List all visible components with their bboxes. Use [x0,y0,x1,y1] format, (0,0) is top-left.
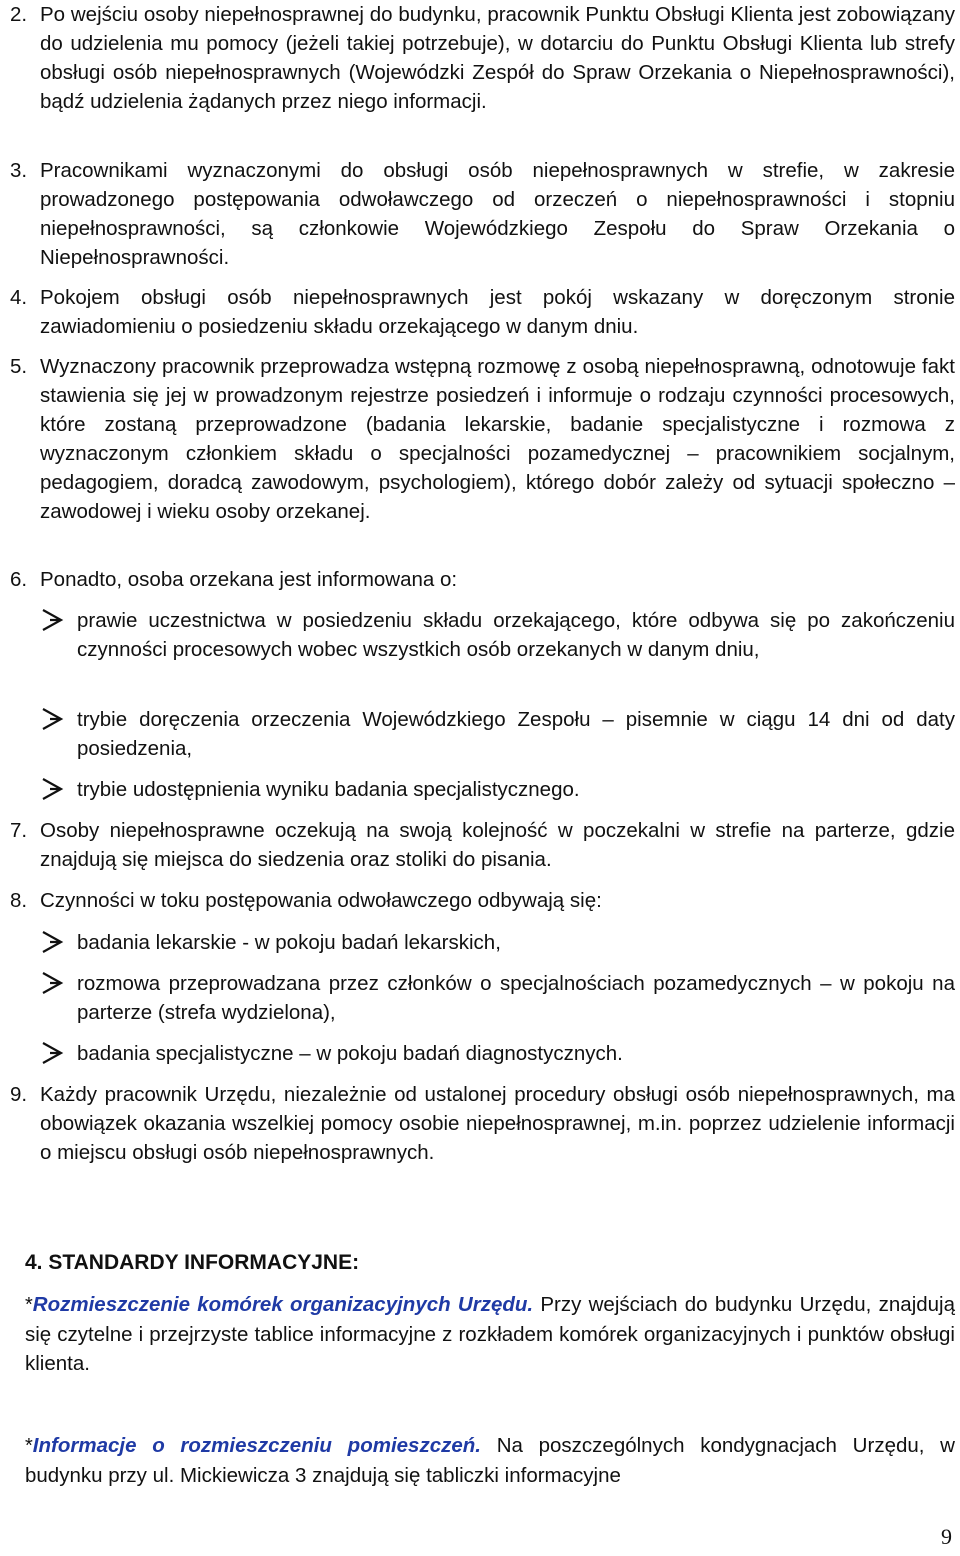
list-item-7 [10,816,955,874]
paragraph-lead: Informacje o rozmieszczeniu pomieszczeń. [32,1434,481,1457]
arrowhead-bullet-icon [40,929,70,955]
list-item-text: Pokojem obsługi osób niepełnosprawnych jest pokój wskazany w doręczonym stronie zawiadomieniu o posiedzeniu składu orzekającego w danym dniu. [40,286,955,338]
bullet-text: trybie doręczenia orzeczenia Wojewódzkiego Zespołu – pisemnie w ciągu 14 dni od daty posiedzenia, [77,708,955,760]
paragraph-text: Przy wejściach do budynku Urzędu, znajdują się czytelne i przejrzyste tablice informacyjne z rozkładem komórek organizacyjnych i punktów obsługi klienta. [25,1293,956,1375]
arrowhead-bullet-icon [40,970,70,996]
asterisk-marker: * [25,1435,33,1457]
paragraph-text: Na poszczególnych kondygnacjach Urzędu, w budynku przy ul. Mickiewicza 3 znajdują się tabliczki informacyjne [25,1434,955,1487]
arrowhead-bullet-icon [40,607,70,633]
list-number: 5. [10,355,28,378]
list-item-text: Osoby niepełnosprawne oczekują na swoją kolejność w poczekalni w strefie na parterze, gdzie znajdują się miejsca do siedzenia oraz stoliki do pisania. [40,819,955,871]
list-number: 3. [10,159,28,182]
section-heading: 4. STANDARDY INFORMACYJNE: [25,1251,360,1274]
list-item-text: Po wejściu osoby niepełnosprawnej do budynku, pracownik Punktu Obsługi Klienta jest zobowiązany do udzielenia mu pomocy (jeżeli takiej potrzebuje), w dotarciu do Punktu Obsługi Klienta lub strefy obsługi osób niepełnosprawnych (Wojewódzki Zespół do Spraw Orzekania o Niepełnosprawności), bądź udzielenia żądanych przez niego informacji. [40,3,955,113]
page-number: 9 [941,1524,952,1549]
list-number: 2. [10,3,28,26]
arrowhead-bullet-icon [40,776,70,802]
list-item-3 [10,156,955,272]
arrowhead-bullet-icon [40,1040,70,1066]
list-item-text: Czynności w toku postępowania odwoławczego odbywają się: [40,889,602,912]
info-paragraph-1 [25,1290,955,1378]
bullet-text: prawie uczestnictwa w posiedzeniu składu orzekającego, które odbywa się po zakończeniu czynności procesowych wobec wszystkich osób orzekanych w danym dniu, [77,609,955,661]
bullet-item [40,969,955,1027]
bullet-text: rozmowa przeprowadzana przez członków o specjalnościach pozamedycznych – w pokoju na parterze (strefa wydzielona), [77,972,955,1024]
list-item-text: Pracownikami wyznaczonymi do obsługi osób niepełnosprawnych w strefie, w zakresie prowadzonego postępowania odwoławczego od orzeczeń o niepełnosprawności i stopniu niepełnosprawności, są członkowie Wojewódzkiego Zespołu do Spraw Orzekania o Niepełnosprawności. [40,159,955,269]
bullet-item [40,606,955,664]
list-number: 6. [10,568,28,591]
list-item-8 [10,886,955,915]
list-number: 9. [10,1083,28,1106]
asterisk-marker: * [25,1294,33,1316]
info-paragraph-2 [25,1431,955,1490]
bullet-text: badania specjalistyczne – w pokoju badań diagnostycznych. [77,1042,623,1065]
list-number: 7. [10,819,28,842]
arrowhead-bullet-icon [40,706,70,732]
list-item-6 [10,565,955,594]
bullet-item [40,928,955,957]
list-item-4 [10,283,955,341]
list-item-text: Ponadto, osoba orzekana jest informowana o: [40,568,458,591]
list-item-9 [10,1080,955,1167]
bullet-item [40,1039,955,1068]
list-item-2 [10,0,955,116]
paragraph-lead: Rozmieszczenie komórek organizacyjnych Urzędu. [32,1293,534,1316]
list-number: 4. [10,286,28,309]
list-item-text: Każdy pracownik Urzędu, niezależnie od ustalonej procedury obsługi osób niepełnosprawnych, ma obowiązek okazania wszelkiej pomocy osobie niepełnosprawnej, m.in. poprzez udzielenie informacji o miejscu obsługi osób niepełnosprawnych. [40,1083,955,1164]
bullet-text: trybie udostępnienia wyniku badania specjalistycznego. [77,778,580,801]
list-item-text: Wyznaczony pracownik przeprowadza wstępną rozmowę z osobą niepełnosprawną, odnotowuje fakt stawienia się jej w prowadzonym rejestrze posiedzeń i informuje o rodzaju czynności procesowych, które zostaną przeprowadzone (badania lekarskie, badanie specjalistyczne i rozmowa z wyznaczonym członkiem składu o specjalności pozamedycznej – pracownikiem socjalnym, pedagogiem, doradcą zawodowym, psychologiem), którego dobór zależy od sytuacji społeczno – zawodowej i wieku osoby orzekanej. [40,355,955,523]
list-number: 8. [10,889,28,912]
bullet-item [40,705,955,763]
bullet-text: badania lekarskie - w pokoju badań lekarskich, [77,931,501,954]
list-item-5 [10,352,955,526]
bullet-item [40,775,955,804]
